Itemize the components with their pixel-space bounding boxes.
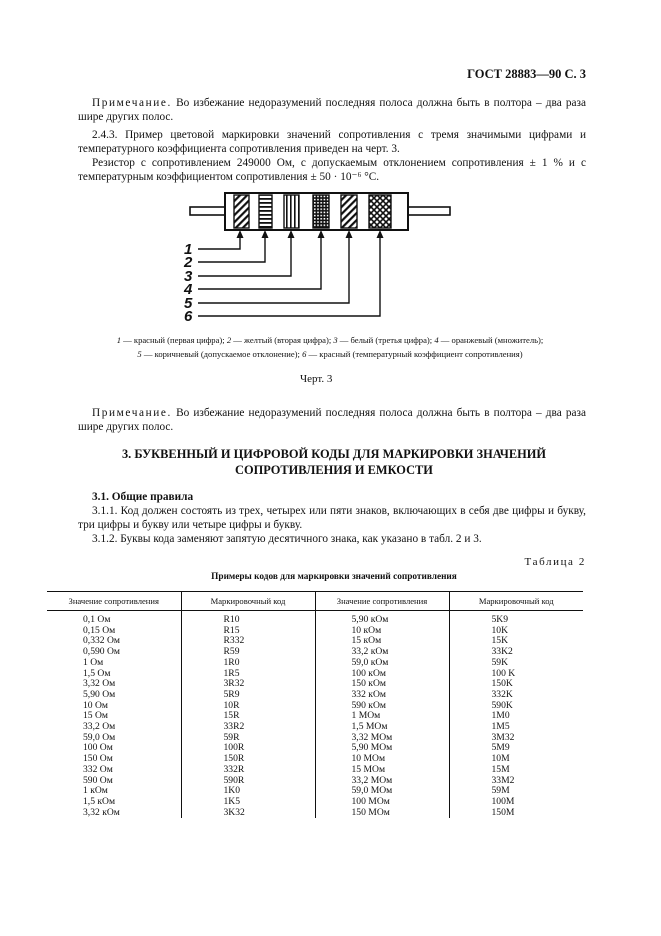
resistance-value-cell: 1 Ом: [83, 656, 104, 668]
paragraph-2-4-3: 2.4.3. Пример цветовой маркировки значений сопротивления с тремя значимыми цифрами и температурного коэффициента сопротивления приведен на черт. 3.: [78, 129, 586, 156]
table-2-number: Таблица 2: [524, 556, 586, 568]
resistance-value-cell: 10 кОм: [315, 626, 449, 637]
marking-code-cell: 150M: [449, 808, 583, 819]
marking-code-cell: 3R32: [181, 679, 315, 690]
resistor-lead-left: [190, 207, 225, 215]
marking-code-cell: 10M: [449, 754, 583, 765]
table-body: [47, 611, 583, 819]
resistance-value-cell: 0,590 Ом: [83, 646, 120, 658]
resistance-value-cell: 59,0 МОм: [315, 786, 449, 797]
table-2-title: Примеры кодов для маркировки значений сопротивления: [211, 572, 457, 582]
marking-code-cell: 33K2: [449, 647, 583, 658]
resistance-value-cell: 1,5 МОм: [315, 722, 449, 733]
resistance-value-cell: 332 кОм: [315, 690, 449, 701]
section-3-1-title: 3.1. Общие правила: [92, 491, 194, 503]
resistance-value-cell: 150 МОм: [315, 808, 449, 819]
marking-code-cell: 1M5: [449, 722, 583, 733]
resistance-value-cell: 15 Ом: [83, 710, 108, 722]
marking-code-cell: 10K: [449, 626, 583, 637]
column-header: Значение сопротивления: [47, 592, 181, 611]
resistance-value-cell: 59,0 кОм: [315, 658, 449, 669]
resistance-value-cell: 5,90 Ом: [83, 688, 116, 700]
page-header: ГОСТ 28883—90 С. 3: [467, 67, 586, 81]
marking-code-cell: 150K: [449, 679, 583, 690]
callout-2: 2: [184, 254, 193, 271]
table-row: [47, 658, 583, 669]
callout-leaders: [198, 236, 380, 316]
note-1-text: Во избежание недоразумений последняя полоса должна быть в полтора – два раза шире других полос.: [78, 97, 586, 124]
paragraph-3-1-1: 3.1.1. Код должен состоять из трех, четырех или пяти знаков, включающих в себя две цифры и букву, три цифры и букву или четыре цифры и букву.: [78, 505, 586, 532]
marking-code-cell: 15R: [181, 711, 315, 722]
marking-code-cell: R332: [181, 636, 315, 647]
resistance-value-cell: 33,2 МОм: [315, 776, 449, 787]
marking-code-cell: 100M: [449, 797, 583, 808]
table-header-row: [47, 592, 583, 611]
marking-code-cell: 3M32: [449, 733, 583, 744]
resistance-value-cell: 100 Ом: [83, 742, 113, 754]
marking-code-cell: 15M: [449, 765, 583, 776]
resistance-value-cell: 1 МОм: [315, 711, 449, 722]
resistance-value-cell: 33,2 кОм: [315, 647, 449, 658]
resistance-value-cell: 332 Ом: [83, 763, 113, 775]
note-2-label: Примечание.: [92, 407, 172, 419]
resistance-value-cell: 3,32 МОм: [315, 733, 449, 744]
resistance-value-cell: 150 Ом: [83, 753, 113, 765]
marking-code-cell: 100 K: [449, 669, 583, 680]
resistance-value-cell: 100 МОм: [315, 797, 449, 808]
marking-code-cell: 590K: [449, 701, 583, 712]
resistance-value-cell: 10 МОм: [315, 754, 449, 765]
resistance-value-cell: 59,0 Ом: [83, 731, 116, 743]
column-header: Маркировочный код: [181, 592, 315, 611]
note-1: [78, 96, 586, 124]
resistance-value-cell: 1,5 кОм: [83, 795, 116, 807]
marking-code-cell: 1R0: [181, 658, 315, 669]
resistance-value-cell: 15 МОм: [315, 765, 449, 776]
marking-code-cell: 5R9: [181, 690, 315, 701]
section-3-title: 3. БУКВЕННЫЙ И ЦИФРОВОЙ КОДЫ ДЛЯ МАРКИРОВКИ ЗНАЧЕНИЙ СОПРОТИВЛЕНИЯ И ЕМКОСТИ: [121, 447, 547, 477]
column-header: Значение сопротивления: [315, 592, 449, 611]
marking-code-cell: 332R: [181, 765, 315, 776]
band-5-brown: [341, 195, 357, 228]
resistance-value-cell: 1,5 Ом: [83, 667, 111, 679]
marking-code-cell: 5M9: [449, 743, 583, 754]
resistance-value-cell: 33,2 Ом: [83, 721, 116, 733]
resistance-value-cell: 3,32 кОм: [83, 806, 120, 818]
resistance-value-cell: 150 кОм: [315, 679, 449, 690]
band-4-orange: [313, 195, 329, 228]
marking-code-cell: 15K: [449, 636, 583, 647]
resistance-value-cell: 590 Ом: [83, 774, 113, 786]
table-row: [47, 808, 583, 819]
marking-code-cell: 1K0: [181, 786, 315, 797]
resistance-value-cell: 3,32 Ом: [83, 678, 116, 690]
table-row: [47, 765, 583, 776]
marking-code-cell: 10R: [181, 701, 315, 712]
marking-code-cell: R15: [181, 626, 315, 637]
marking-code-cell: 59K: [449, 658, 583, 669]
band-2-yellow: [259, 195, 272, 228]
resistor-lead-right: [408, 207, 450, 215]
marking-code-cell: 33M2: [449, 776, 583, 787]
resistance-value-cell: 590 кОм: [315, 701, 449, 712]
marking-code-cell: 590R: [181, 776, 315, 787]
marking-code-cell: R10: [181, 611, 315, 626]
callout-1: 1: [184, 241, 193, 258]
legend-line-2: 5 — коричневый (допускаемое отклонение); 6 — красный (температурный коэффициент сопротивления): [137, 349, 523, 359]
marking-code-cell: 1R5: [181, 669, 315, 680]
marking-code-cell: 150R: [181, 754, 315, 765]
callout-3: 3: [184, 268, 193, 285]
band-1-red: [234, 195, 249, 228]
note-2: [78, 406, 586, 434]
resistance-value-cell: 0,1 Ом: [83, 614, 111, 625]
figure-caption: Черт. 3: [300, 373, 333, 385]
column-header: Маркировочный код: [449, 592, 583, 611]
resistance-value-cell: 5,90 кОм: [315, 611, 449, 626]
resistance-value-cell: 1 кОм: [83, 785, 108, 797]
marking-code-cell: 59M: [449, 786, 583, 797]
marking-code-cell: 5K9: [449, 611, 583, 626]
resistance-value-cell: 0,332 Ом: [83, 635, 120, 647]
resistance-value-cell: 0,15 Ом: [83, 624, 116, 636]
marking-code-cell: 33R2: [181, 722, 315, 733]
band-6-red: [369, 195, 391, 228]
figure-legend: [60, 333, 600, 361]
marking-code-cell: 332K: [449, 690, 583, 701]
note-2-text: Во избежание недоразумений последняя полоса должна быть в полтора – два раза шире других полос.: [78, 407, 586, 434]
callout-6: 6: [184, 308, 193, 325]
marking-code-cell: 1M0: [449, 711, 583, 722]
figure-3-resistor-diagram: [170, 186, 470, 326]
callout-arrowheads: [237, 230, 384, 238]
resistance-value-cell: 15 кОм: [315, 636, 449, 647]
marking-code-cell: 59R: [181, 733, 315, 744]
resistance-value-cell: 10 Ом: [83, 699, 108, 711]
legend-line-1: 1 — красный (первая цифра); 2 — желтый (вторая цифра); 3 — белый (третья цифра); 4 — оранжевый (множитель);: [116, 335, 544, 345]
marking-code-cell: 100R: [181, 743, 315, 754]
callout-4: 4: [184, 281, 193, 298]
resistance-value-cell: 100 кОм: [315, 669, 449, 680]
marking-code-cell: 1K5: [181, 797, 315, 808]
resistance-value-cell: 5,90 МОм: [315, 743, 449, 754]
paragraph-resistor: Резистор с сопротивлением 249000 Ом, с допускаемым отклонением сопротивления ± 1 % и с температурным коэффициентом сопротивления ± 50 · 10⁻⁶ °С.: [78, 157, 586, 184]
table-row: [47, 611, 583, 626]
paragraph-3-1-2: 3.1.2. Буквы кода заменяют запятую десятичного знака, как указано в табл. 2 и 3.: [92, 533, 482, 545]
callout-5: 5: [184, 295, 193, 312]
band-3-white: [284, 195, 299, 228]
note-1-label: Примечание.: [92, 97, 172, 109]
table-2: [47, 591, 583, 818]
marking-code-cell: R59: [181, 647, 315, 658]
marking-code-cell: 3K32: [181, 808, 315, 819]
